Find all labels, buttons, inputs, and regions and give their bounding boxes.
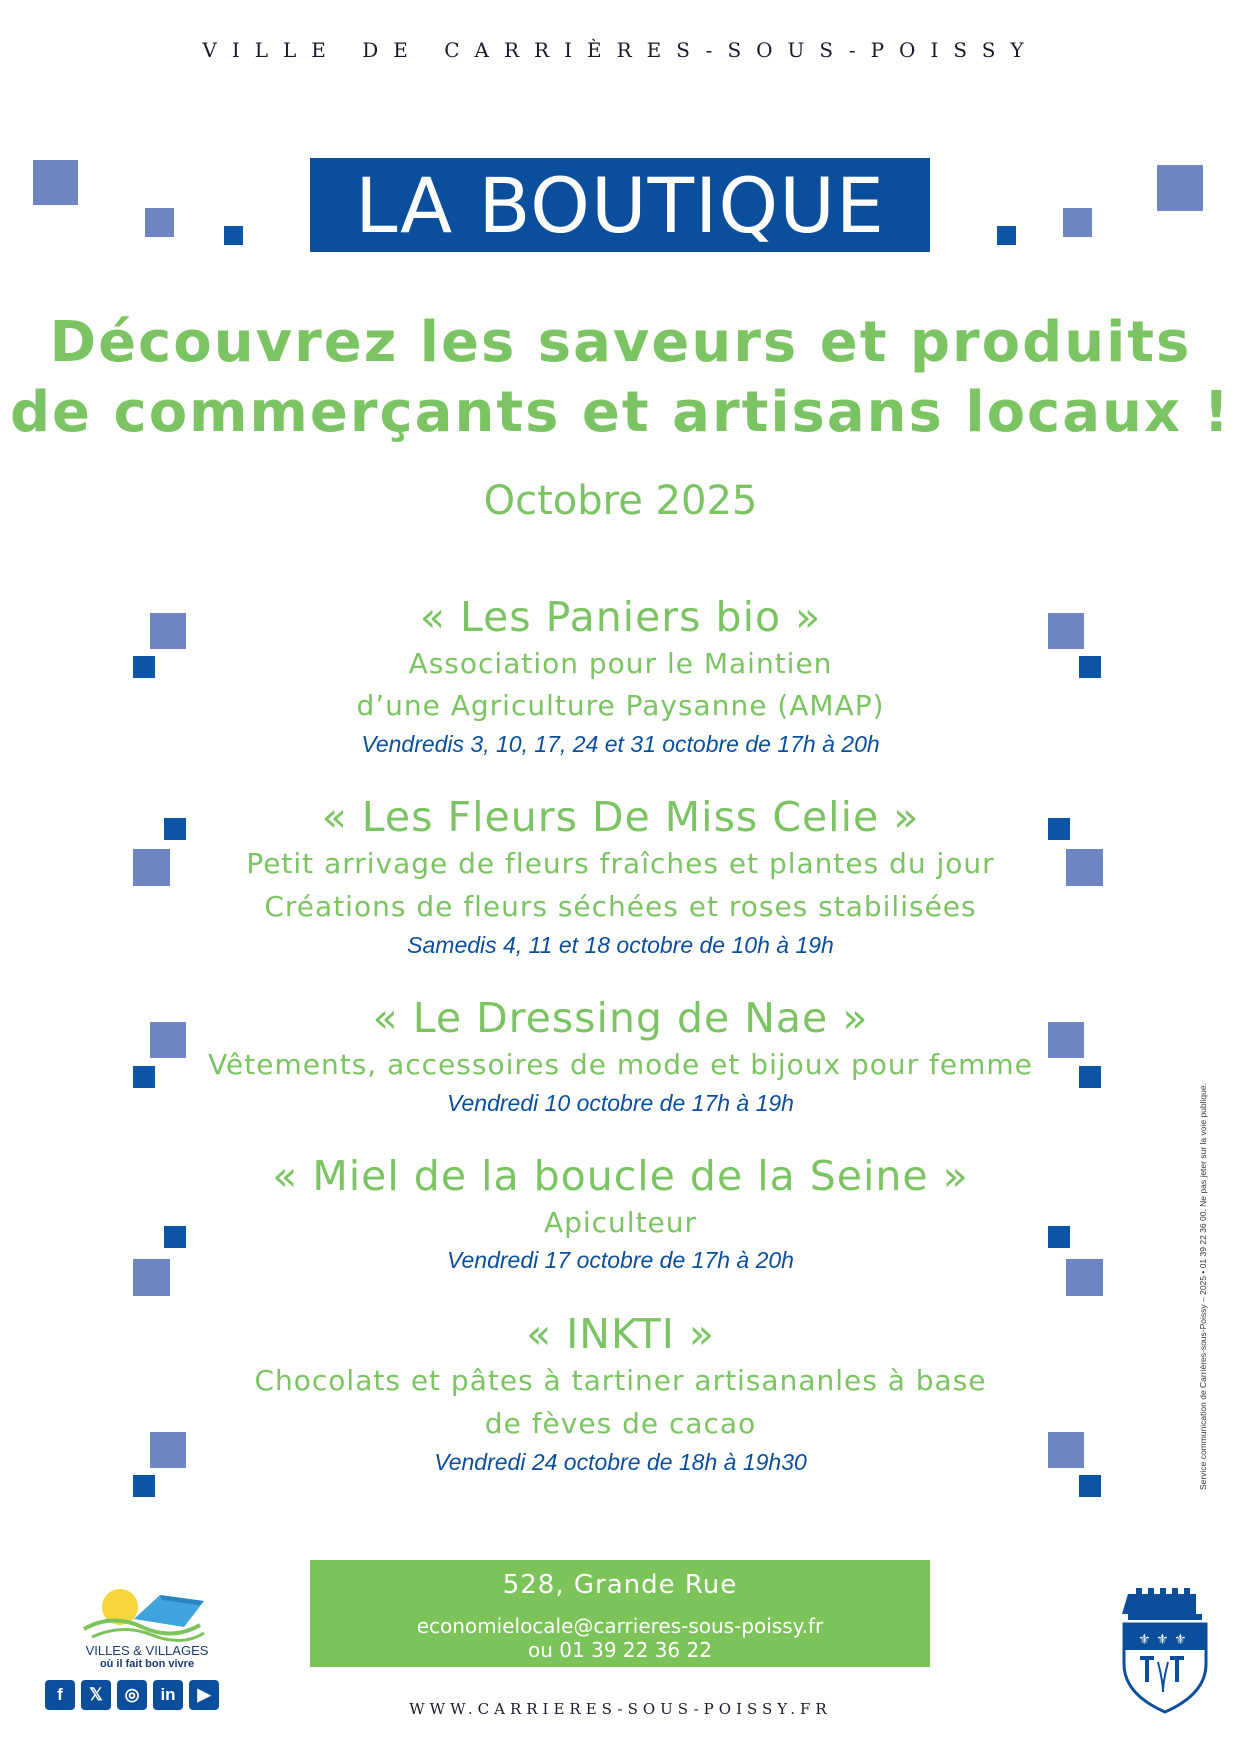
villes-villages-emblem	[72, 1585, 222, 1643]
instagram-icon[interactable]: ◎	[117, 1680, 147, 1710]
deco-square	[133, 1259, 170, 1296]
deco-square	[145, 208, 174, 237]
headline-line-1: Découvrez les saveurs et produits	[49, 310, 1192, 375]
section-description: Vêtements, accessoires de mode et bijoux pour femme	[208, 1048, 1033, 1081]
deco-square	[133, 656, 155, 678]
deco-square	[1079, 1066, 1101, 1088]
deco-square	[224, 226, 243, 245]
deco-square	[164, 1226, 186, 1248]
svg-text:⚜: ⚜	[1156, 1632, 1169, 1648]
address: 528, Grande Rue	[502, 1570, 738, 1600]
print-credit: Service communication de Carrières-sous-Poissy – 2025 • 01 39 22 36 00. Ne pas jeter sur la voie publique.	[1198, 1083, 1208, 1490]
section-description: de fèves de cacao	[484, 1407, 757, 1440]
deco-square	[1048, 1432, 1084, 1468]
contact-box	[310, 1560, 930, 1667]
deco-square	[1048, 818, 1070, 840]
section-description: d’une Agriculture Paysanne (AMAP)	[356, 689, 885, 722]
section-schedule: Vendredi 17 octobre de 17h à 20h	[447, 1247, 794, 1273]
deco-square	[133, 1475, 155, 1497]
facebook-icon[interactable]: f	[45, 1680, 75, 1710]
deco-square	[1079, 656, 1101, 678]
deco-square	[997, 226, 1016, 245]
section-description: Association pour le Maintien	[408, 647, 833, 680]
deco-square	[1048, 1226, 1070, 1248]
deco-square	[1063, 208, 1092, 237]
section-description: Chocolats et pâtes à tartiner artisananles à base	[254, 1364, 987, 1397]
deco-square	[1066, 1259, 1103, 1296]
deco-square	[133, 849, 170, 886]
section-title: « Les Fleurs De Miss Celie »	[321, 793, 920, 841]
deco-square	[164, 818, 186, 840]
deco-square	[150, 613, 186, 649]
label-name: VILLES & VILLAGES	[85, 1643, 209, 1658]
section-title: « INKTI »	[526, 1310, 715, 1358]
section-schedule: Vendredi 24 octobre de 18h à 19h30	[434, 1449, 807, 1475]
svg-text:⚜: ⚜	[1138, 1632, 1151, 1648]
section-title: « Miel de la boucle de la Seine »	[272, 1152, 969, 1200]
city-crest-icon	[1118, 1584, 1208, 1718]
boutique-banner	[310, 158, 930, 252]
deco-square	[1066, 849, 1103, 886]
linkedin-icon[interactable]: in	[153, 1680, 183, 1710]
youtube-icon[interactable]: ▶	[189, 1680, 219, 1710]
banner-title: LA BOUTIQUE	[355, 160, 885, 250]
section-description: Petit arrivage de fleurs fraîches et plantes du jour	[246, 847, 995, 880]
email-link[interactable]: economielocale@carrieres-sous-poissy.fr	[416, 1614, 824, 1638]
phone-number: ou 01 39 22 36 22	[528, 1638, 712, 1662]
section-title: « Les Paniers bio »	[419, 593, 822, 641]
section-description: Créations de fleurs séchées et roses stabilisées	[264, 890, 977, 923]
deco-square	[33, 160, 78, 205]
deco-square	[1048, 1022, 1084, 1058]
section-schedule: Vendredi 10 octobre de 17h à 19h	[447, 1090, 794, 1116]
section-title: « Le Dressing de Nae »	[372, 994, 869, 1042]
deco-square	[1048, 613, 1084, 649]
month-label: Octobre 2025	[483, 478, 758, 524]
deco-square	[1157, 165, 1203, 211]
deco-square	[133, 1066, 155, 1088]
headline-line-2: de commerçants et artisans locaux !	[9, 380, 1232, 445]
deco-square	[150, 1432, 186, 1468]
villes-villages-logo	[72, 1585, 222, 1670]
website-link[interactable]: WWW.CARRIERES-SOUS-POISSY.FR	[409, 1700, 832, 1718]
deco-square	[150, 1022, 186, 1058]
deco-square	[1079, 1475, 1101, 1497]
city-header: VILLE DE CARRIÈRES-SOUS-POISSY	[202, 38, 1039, 62]
section-schedule: Vendredis 3, 10, 17, 24 et 31 octobre de 17h à 20h	[361, 731, 880, 757]
x-icon[interactable]: 𝕏	[81, 1680, 111, 1710]
section-description: Apiculteur	[543, 1206, 698, 1239]
section-schedule: Samedis 4, 11 et 18 octobre de 10h à 19h	[407, 932, 834, 958]
svg-text:⚜: ⚜	[1174, 1632, 1187, 1648]
label-slogan: où il fait bon vivre	[99, 1658, 195, 1670]
